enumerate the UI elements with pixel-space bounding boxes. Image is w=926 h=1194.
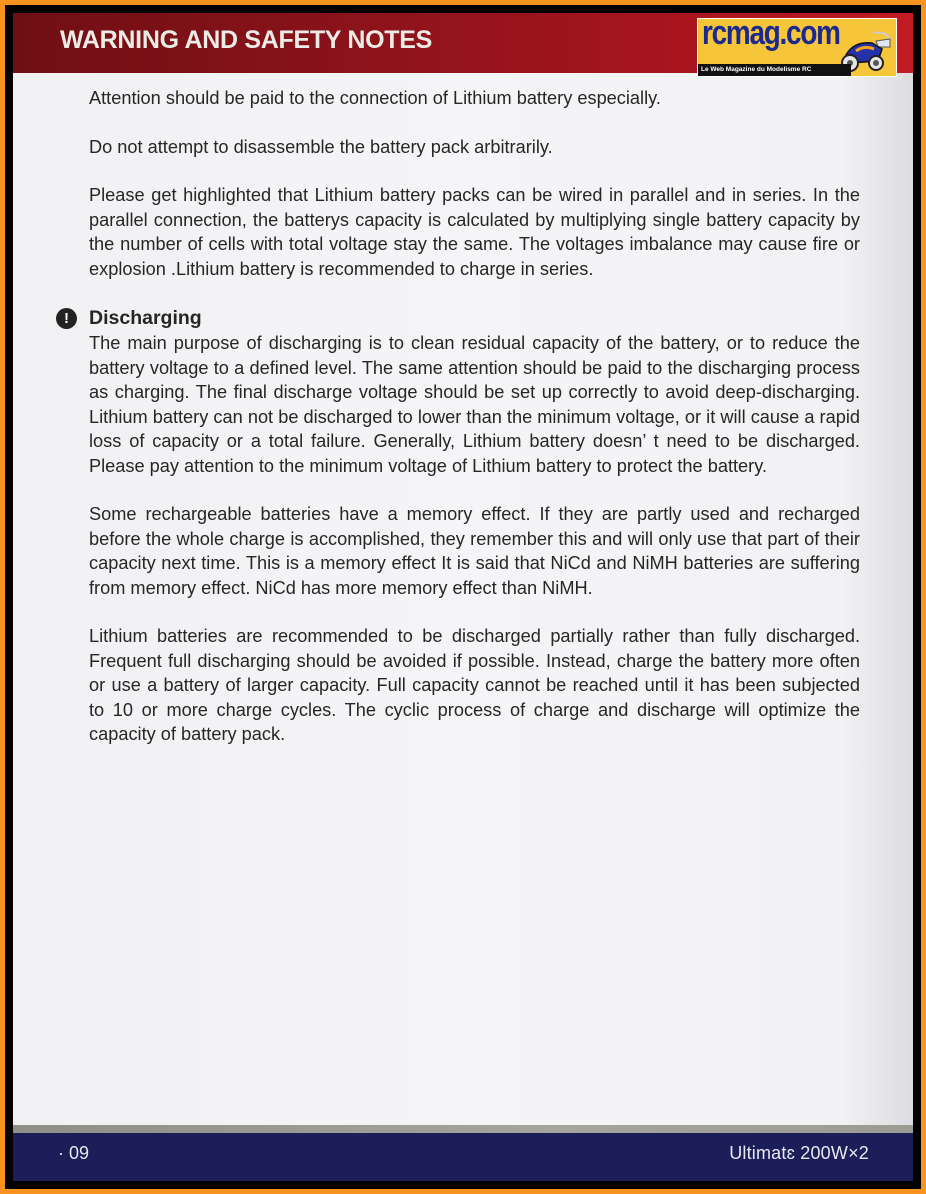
section-title: Discharging: [89, 307, 202, 329]
paragraph-memory-effect: Some rechargeable batteries have a memory effect. If they are partly used and recharged before the whole charge is accomplished, they remember this and will only use that part of their capacity next time. This is a memory effect It is said that NiCd and NiMH batteries are suffering from memory effect. NiCd has more memory effect than NiMH.: [89, 504, 860, 598]
product-name: Ultimatɛ 200W×2: [729, 1143, 869, 1163]
footer-divider: [13, 1125, 913, 1133]
page-number: · 09: [58, 1143, 90, 1163]
page-title: WARNING AND SAFETY NOTES: [60, 26, 432, 54]
section-heading-discharging: [64, 305, 860, 331]
paragraph-attention: Attention should be paid to the connection of Lithium battery especially.: [89, 88, 661, 108]
paragraph-disassemble: Do not attempt to disassemble the battery pack arbitrarily.: [89, 136, 553, 157]
footer-band: [13, 1133, 913, 1181]
paragraph-discharge-purpose: The main purpose of discharging is to clean residual capacity of the battery, or to reduce the battery voltage to a defined level. The same attention should be paid to the discharging process as charging. The final discharge voltage should be set up correctly to avoid deep-discharging. Lithium battery can not be discharged to lower than the minimum voltage, or it will cause a rapid loss of capacity or a total failure. Generally, Lithium battery doesn’ t need to be discharged. Please pay attention to the minimum voltage of Lithium battery to protect the battery.: [89, 333, 860, 476]
rcmag-logo[interactable]: [697, 18, 897, 77]
paragraph-parallel-series: Please get highlighted that Lithium battery packs can be wired in parallel and in series. In the parallel connection, the batterys capacity is calculated by multiplying single battery capacity by the number of cells with total voltage stay the same. The voltages imbalance may cause fire or explosion .Lithium battery is recommended to charge in series.: [89, 185, 860, 279]
paragraph-partial-discharge: Lithium batteries are recommended to be discharged partially rather than fully discharged. Frequent full discharging should be avoided if possible. Instead, charge the battery more often or use a battery of larger capacity. Full capacity cannot be reached until it has been subjected to 10 or more charge cycles. The cyclic process of charge and discharge will optimize the capacity of battery pack.: [89, 626, 860, 744]
header-band: [13, 13, 913, 73]
logo-wordmark: rcmag.com: [702, 18, 840, 52]
logo-tagline: Le Web Magazine du Modelisme RC: [698, 64, 851, 76]
manual-page: [13, 13, 913, 1181]
exclamation-circle-icon: !: [56, 308, 77, 329]
content-body: [64, 86, 860, 747]
